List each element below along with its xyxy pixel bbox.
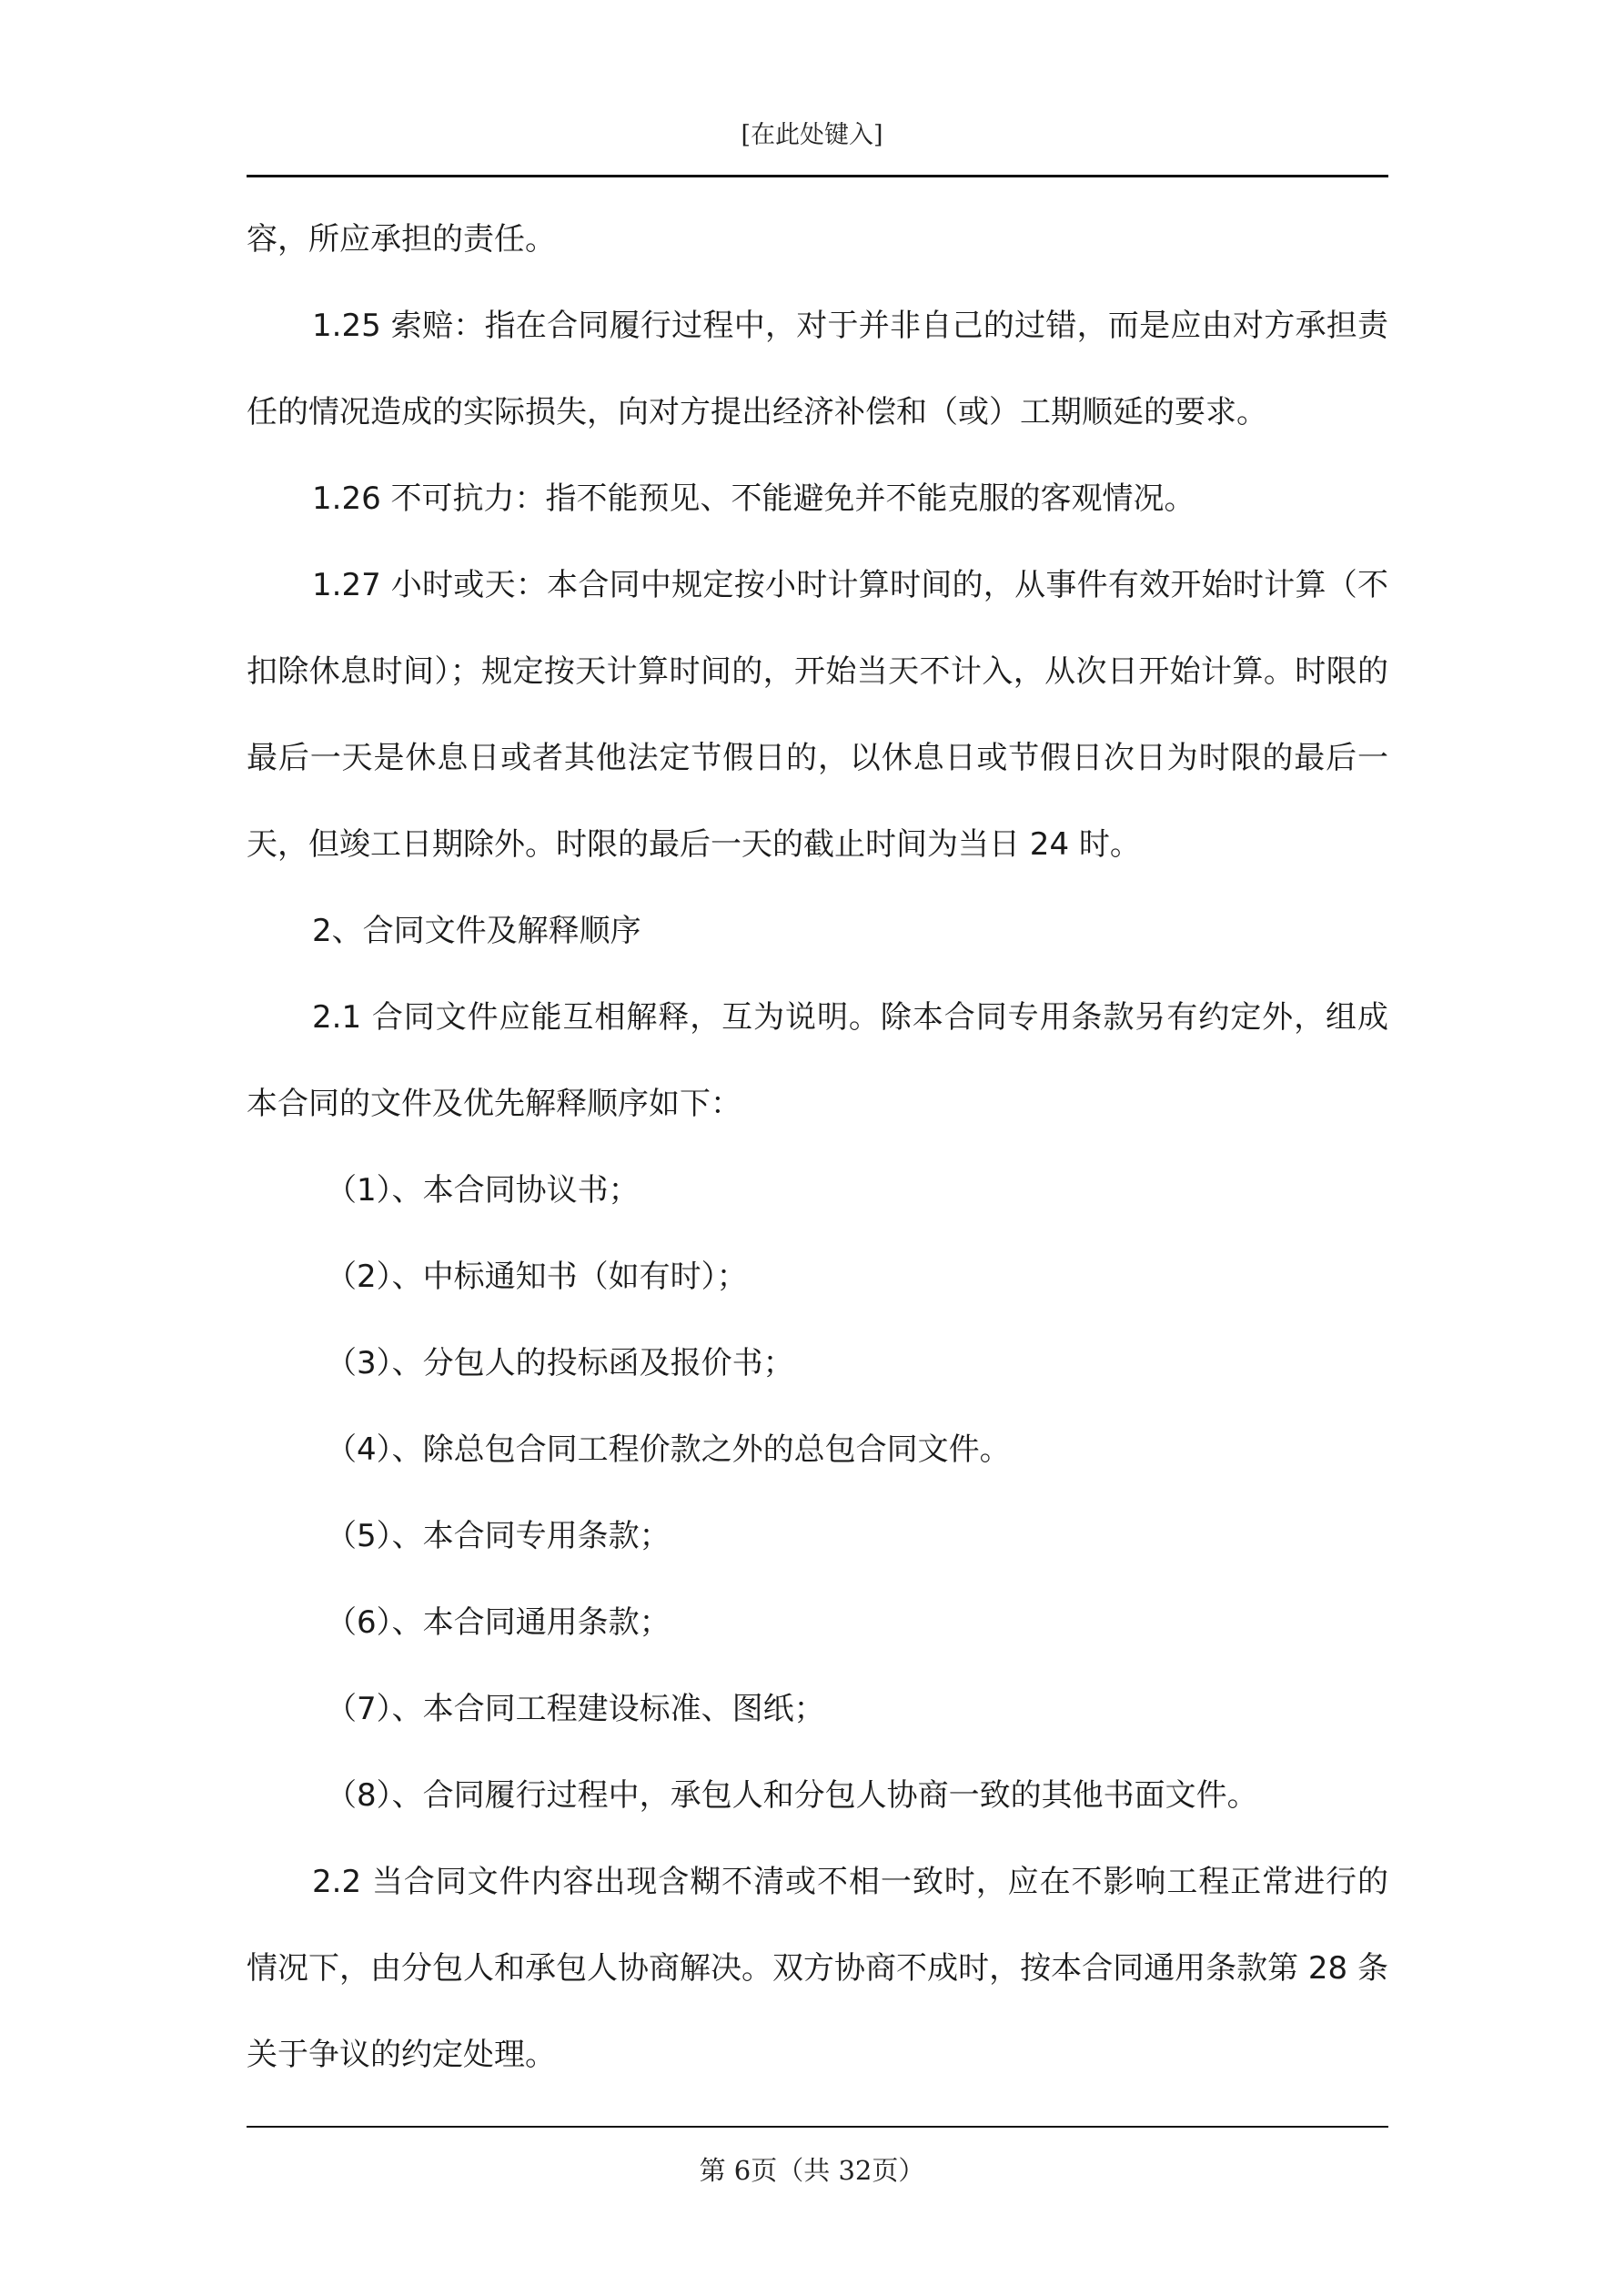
list-item: （7）、本合同工程建设标准、图纸； bbox=[326, 1691, 825, 1727]
paragraph-continuation: 容，所应承担的责任。 bbox=[247, 221, 556, 258]
list-item: （6）、本合同通用条款； bbox=[326, 1604, 671, 1641]
list-item: （4）、除总包合同工程价款之外的总包合同文件。 bbox=[326, 1431, 1011, 1468]
footer-divider bbox=[247, 2126, 1388, 2128]
list-item: （5）、本合同专用条款； bbox=[326, 1518, 671, 1554]
paragraph-clause-1-25: 1.25 索赔：指在合同履行过程中，对于并非自己的过错，而是应由对方承担责任的情况造成的实际损失，向对方提出经济补偿和（或）工期顺延的要求。 bbox=[247, 308, 1388, 430]
header-divider bbox=[247, 175, 1388, 177]
list-item: （3）、分包人的投标函及报价书； bbox=[326, 1345, 794, 1381]
page-header: [在此处键入] bbox=[741, 121, 883, 149]
paragraph-clause-2-2: 2.2 当合同文件内容出现含糊不清或不相一致时，应在不影响工程正常进行的情况下，由分包人和承包人协商解决。双方协商不成时，按本合同通用条款第 28 条关于争议的约定处理。 bbox=[247, 1864, 1388, 2073]
paragraph-clause-1-26: 1.26 不可抗力：指不能预见、不能避免并不能克服的客观情况。 bbox=[312, 480, 1195, 517]
list-item: （2）、中标通知书（如有时）； bbox=[326, 1259, 748, 1295]
list-item: （1）、本合同协议书； bbox=[326, 1172, 640, 1209]
section-heading-2: 2、合同文件及解释顺序 bbox=[312, 913, 641, 949]
document-body bbox=[247, 197, 1388, 2099]
list-item: （8）、合同履行过程中，承包人和分包人协商一致的其他书面文件。 bbox=[326, 1777, 1258, 1814]
page-number: 第 6页（共 32页） bbox=[699, 2155, 925, 2186]
paragraph-clause-2-1: 2.1 合同文件应能互相解释，互为说明。除本合同专用条款另有约定外，组成本合同的文件及优先解释顺序如下： bbox=[247, 999, 1388, 1122]
paragraph-clause-1-27: 1.27 小时或天：本合同中规定按小时计算时间的，从事件有效开始时计算（不扣除休息时间）；规定按天计算时间的，开始当天不计入，从次日开始计算。时限的最后一天是休息日或者其他法定节假日的，以休息日或节假日次日为时限的最后一天，但竣工日期除外。时限的最后一天的截止时间为当日 24 时。 bbox=[247, 567, 1388, 863]
